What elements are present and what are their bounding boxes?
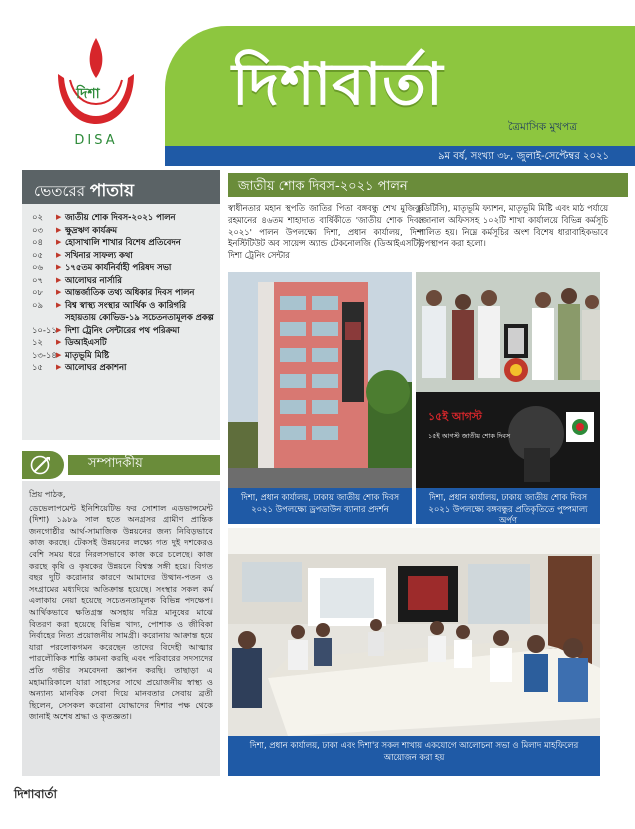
- contents-title-bold: পাতায়: [89, 181, 134, 201]
- toc-item: [32, 274, 216, 287]
- photo-caption-2: দিশা, প্রধান কার্যালয়, ঢাকায় জাতীয় শোক দিবস ২০২১ উপলক্ষ্যে বঙ্গবন্ধুর প্রতিকৃতিতে পুষ্পমাল্য অর্পণ: [416, 488, 600, 524]
- editorial-body: ডেভেলাপমেন্ট ইনিশিয়েটিভ ফর সোশাল এডভান্সমেন্ট (দিশা) ১৯৮৯ সাল হতে অনগ্রসর গ্রামীণ প্রান্তিক জনগোষ্ঠীর আর্থ-সামাজিক উন্নয়নের জন্য নিবিড়ভাবে কাজ করছে। টেকসই উন্নয়নের লক্ষ্যে গত দুই দশকেরও বেশি সময় ধরে নিরলসভাবে কাজ করে চলেছে। কাজ করছে কৃষি ও কৃষকের উন্নয়নে বিশ্বস্ত সঙ্গী হয়ে। বিগত বছর দুটি করোনার কারণে আমাদের উত্থান-পতন ও সংগ্রামের মধ্যদিয়ে অতিক্রান্ত হয়েছে। সংস্থার সকল কর্ম এলাকায় নেয়া হয়েছে সচেতনতামূলক বিভিন্ন পদক্ষেপ। আর্থিকভাবে ক্ষতিগ্রস্ত অসহায় দরিদ্র মানুষের মাঝে বিতরণ করা হয়েছে বিভিন্ন খাদ্য, পোশাক ও জীবিকা নির্বাহের নিত্য প্রয়োজনীয় সামগ্রী। করোনায় আক্রান্ত হয়ে যারা পরলোকগমন করেছেন তাদের বিদেহী আত্মার পারলৌকিক শান্তি কামনা করছি এবং পরিবারের সদস্যদের প্রতি গভীর সমবেদনা জ্ঞাপন করছি। তাছাড়া এ মহামারিকালে যারা সাহসের সাথে প্রয়োজনীয় স্বাস্থ্য ও অন্যান্য মানবিক সেবা দিয়ে মানবতার সেবায় ব্রতী ছিলেন, সেসকল করোনা যোদ্ধাদের দিশার পক্ষ থেকে জানাই অশেষ শ্রদ্ধা ও কৃতজ্ঞতা।: [29, 502, 213, 722]
- toc-item: [32, 336, 216, 349]
- toc-item: [32, 249, 216, 262]
- editorial-greeting: প্রিয় পাঠক,: [29, 489, 66, 499]
- article-header: [228, 173, 628, 197]
- toc-item-title: জাতীয় শোক দিবস-২০২১ পালন: [65, 212, 176, 222]
- toc-page-number: ০৫: [32, 249, 43, 260]
- editorial-text: [22, 481, 220, 776]
- toc-item-title: ডিআইএসটি: [65, 337, 107, 347]
- toc-page-number: ০৪: [32, 237, 43, 247]
- toc-page-number: ০৩: [32, 224, 43, 235]
- toc-page-number: ০৮: [32, 287, 43, 297]
- contents-header: [22, 170, 220, 204]
- toc-page-number: ০৯: [32, 299, 43, 310]
- arrow-bullet-icon: ▶: [56, 225, 62, 234]
- toc-item-title: মাতৃভূমি মিষ্টি: [65, 349, 110, 360]
- toc-item-title: বিশ্ব স্বাস্থ্য সংস্থার আর্থিক ও কারিগরি সহায়তায় কোভিড-১৯ সচেতনতামূলক প্রকল্প: [65, 299, 214, 322]
- arrow-bullet-icon: ▶: [56, 275, 62, 284]
- contents-title-prefix: ভেতরের: [34, 182, 86, 200]
- table-of-contents: [32, 211, 216, 374]
- toc-item: [32, 211, 216, 224]
- toc-item: [32, 286, 216, 299]
- toc-item-title: আলোঘর প্রকাশনা: [65, 362, 127, 372]
- toc-item-title: আলোঘর নার্সারি: [65, 274, 122, 285]
- svg-text:দিশা: দিশা: [76, 86, 100, 102]
- issue-info: ৯ম বর্ষ, সংখ্যা ৩৮, জুলাই-সেপ্টেম্বর ২০২১: [438, 151, 609, 162]
- toc-item-title: দিশা ট্রেনিং সেন্টারের পথ পরিক্রমা: [65, 324, 180, 335]
- toc-item: [32, 349, 216, 362]
- toc-page-number: ০২: [32, 212, 43, 222]
- photo-wreath-laying: [416, 272, 600, 488]
- toc-page-number: ০৬: [32, 262, 43, 272]
- photo-caption-3: দিশা, প্রধান কার্যালয়, ঢাকা এবং দিশা'র সকল শাখায় একযোগে আলোচনা সভা ও মিলাদ মাহফিলের আয়োজন করা হয়: [228, 736, 600, 776]
- contents-title: [34, 178, 134, 206]
- arrow-bullet-icon: ▶: [56, 325, 62, 334]
- arrow-bullet-icon: ▶: [56, 350, 62, 359]
- disa-logo: [40, 32, 152, 150]
- pen-icon: [22, 451, 64, 479]
- logo-text: DISA: [74, 133, 118, 148]
- article-title: জাতীয় শোক দিবস-২০২১ পালন: [238, 179, 408, 194]
- toc-page-number: ১০-১১: [32, 324, 57, 335]
- issue-bar: [165, 146, 635, 166]
- arrow-bullet-icon: ▶: [56, 263, 62, 271]
- arrow-bullet-icon: ▶: [56, 338, 62, 346]
- toc-item: [32, 224, 216, 237]
- toc-item: [32, 324, 216, 337]
- toc-item-title: হোসাখালি শাখার বিশেষ প্রতিবেদন: [65, 237, 181, 247]
- arrow-bullet-icon: ▶: [56, 300, 62, 309]
- article-column-1: স্বাধীনতার মহান স্থপতি জাতির পিতা বঙ্গবন্ধু শেখ মুজিবুর রহমানের ৪৬তম শাহাদাত বার্ষিকীতে 'জাতীয় শোক দিবস ২০২১' পালন উপলক্ষ্যে দিশা, প্রধান কার্যালয়, দিশা ইনস্টিটিউট অব সায়েন্স অ্যান্ড টেকনোলজি (ডিআইএসটি), দিশা ট্রেনিং সেন্টার: [228, 203, 424, 261]
- toc-item-title: আন্তর্জাতিক তথ্য অধিকার দিবস পালন: [65, 287, 195, 297]
- toc-item: [32, 299, 216, 324]
- photo-meeting-room: [228, 528, 600, 736]
- masthead: [0, 0, 635, 165]
- photo-caption-1: দিশা, প্রধান কার্যালয়, ঢাকায় জাতীয় শোক দিবস ২০২১ উপলক্ষ্যে ড্রপডাউন ব্যানার প্রদর্শন: [228, 488, 412, 524]
- publication-title: দিশাবার্তা: [232, 50, 444, 118]
- toc-page-number: ১২: [32, 337, 43, 347]
- arrow-bullet-icon: ▶: [56, 250, 62, 259]
- toc-item-title: ক্ষুদ্রঋণ কার্যক্রম: [65, 224, 118, 235]
- arrow-bullet-icon: ▶: [56, 213, 62, 221]
- toc-item: [32, 261, 216, 274]
- svg-text:১৫ই আগস্ট: ১৫ই আগস্ট: [428, 410, 482, 423]
- arrow-bullet-icon: ▶: [56, 288, 62, 296]
- contents-box: [22, 170, 220, 440]
- toc-item: [32, 236, 216, 249]
- toc-item: [32, 361, 216, 374]
- article-column-2: (ডিটিসি), মাতৃভূমি ফ্যাশন, মাতৃভূমি মিষ্টি এবং মাঠ পর্যায়ে জোনাল অফিসসহ ১০২টি শাখা কার্যালয়ে বিভিন্ন কর্মসূচি পালিত হয়। নিম্নে কর্মসূচির অংশ বিশেষ ধারাবাহিকভাবে উপস্থাপন করা হলো।: [418, 203, 608, 249]
- editorial-title: সম্পাদকীয়: [88, 456, 143, 471]
- arrow-bullet-icon: ▶: [56, 363, 62, 371]
- arrow-bullet-icon: ▶: [56, 238, 62, 246]
- toc-page-number: ০৭: [32, 274, 43, 285]
- toc-item-title: সখিনার সাফল্য কথা: [65, 249, 133, 260]
- toc-page-number: ১৩-১৪: [32, 349, 57, 360]
- photo-building-banner: [228, 272, 412, 488]
- editorial-header: [22, 451, 220, 479]
- footer-logo: দিশাবার্তা: [14, 787, 57, 801]
- banner-text: ১৫ই আগস্ট জাতীয় শোক দিবস: [428, 432, 511, 440]
- publication-tagline: ত্রৈমাসিক মুখপত্র: [508, 121, 578, 133]
- toc-page-number: ১৫: [32, 362, 43, 372]
- toc-item-title: ১৭৫তম কার্যনির্বাহী পরিষদ সভা: [65, 262, 172, 272]
